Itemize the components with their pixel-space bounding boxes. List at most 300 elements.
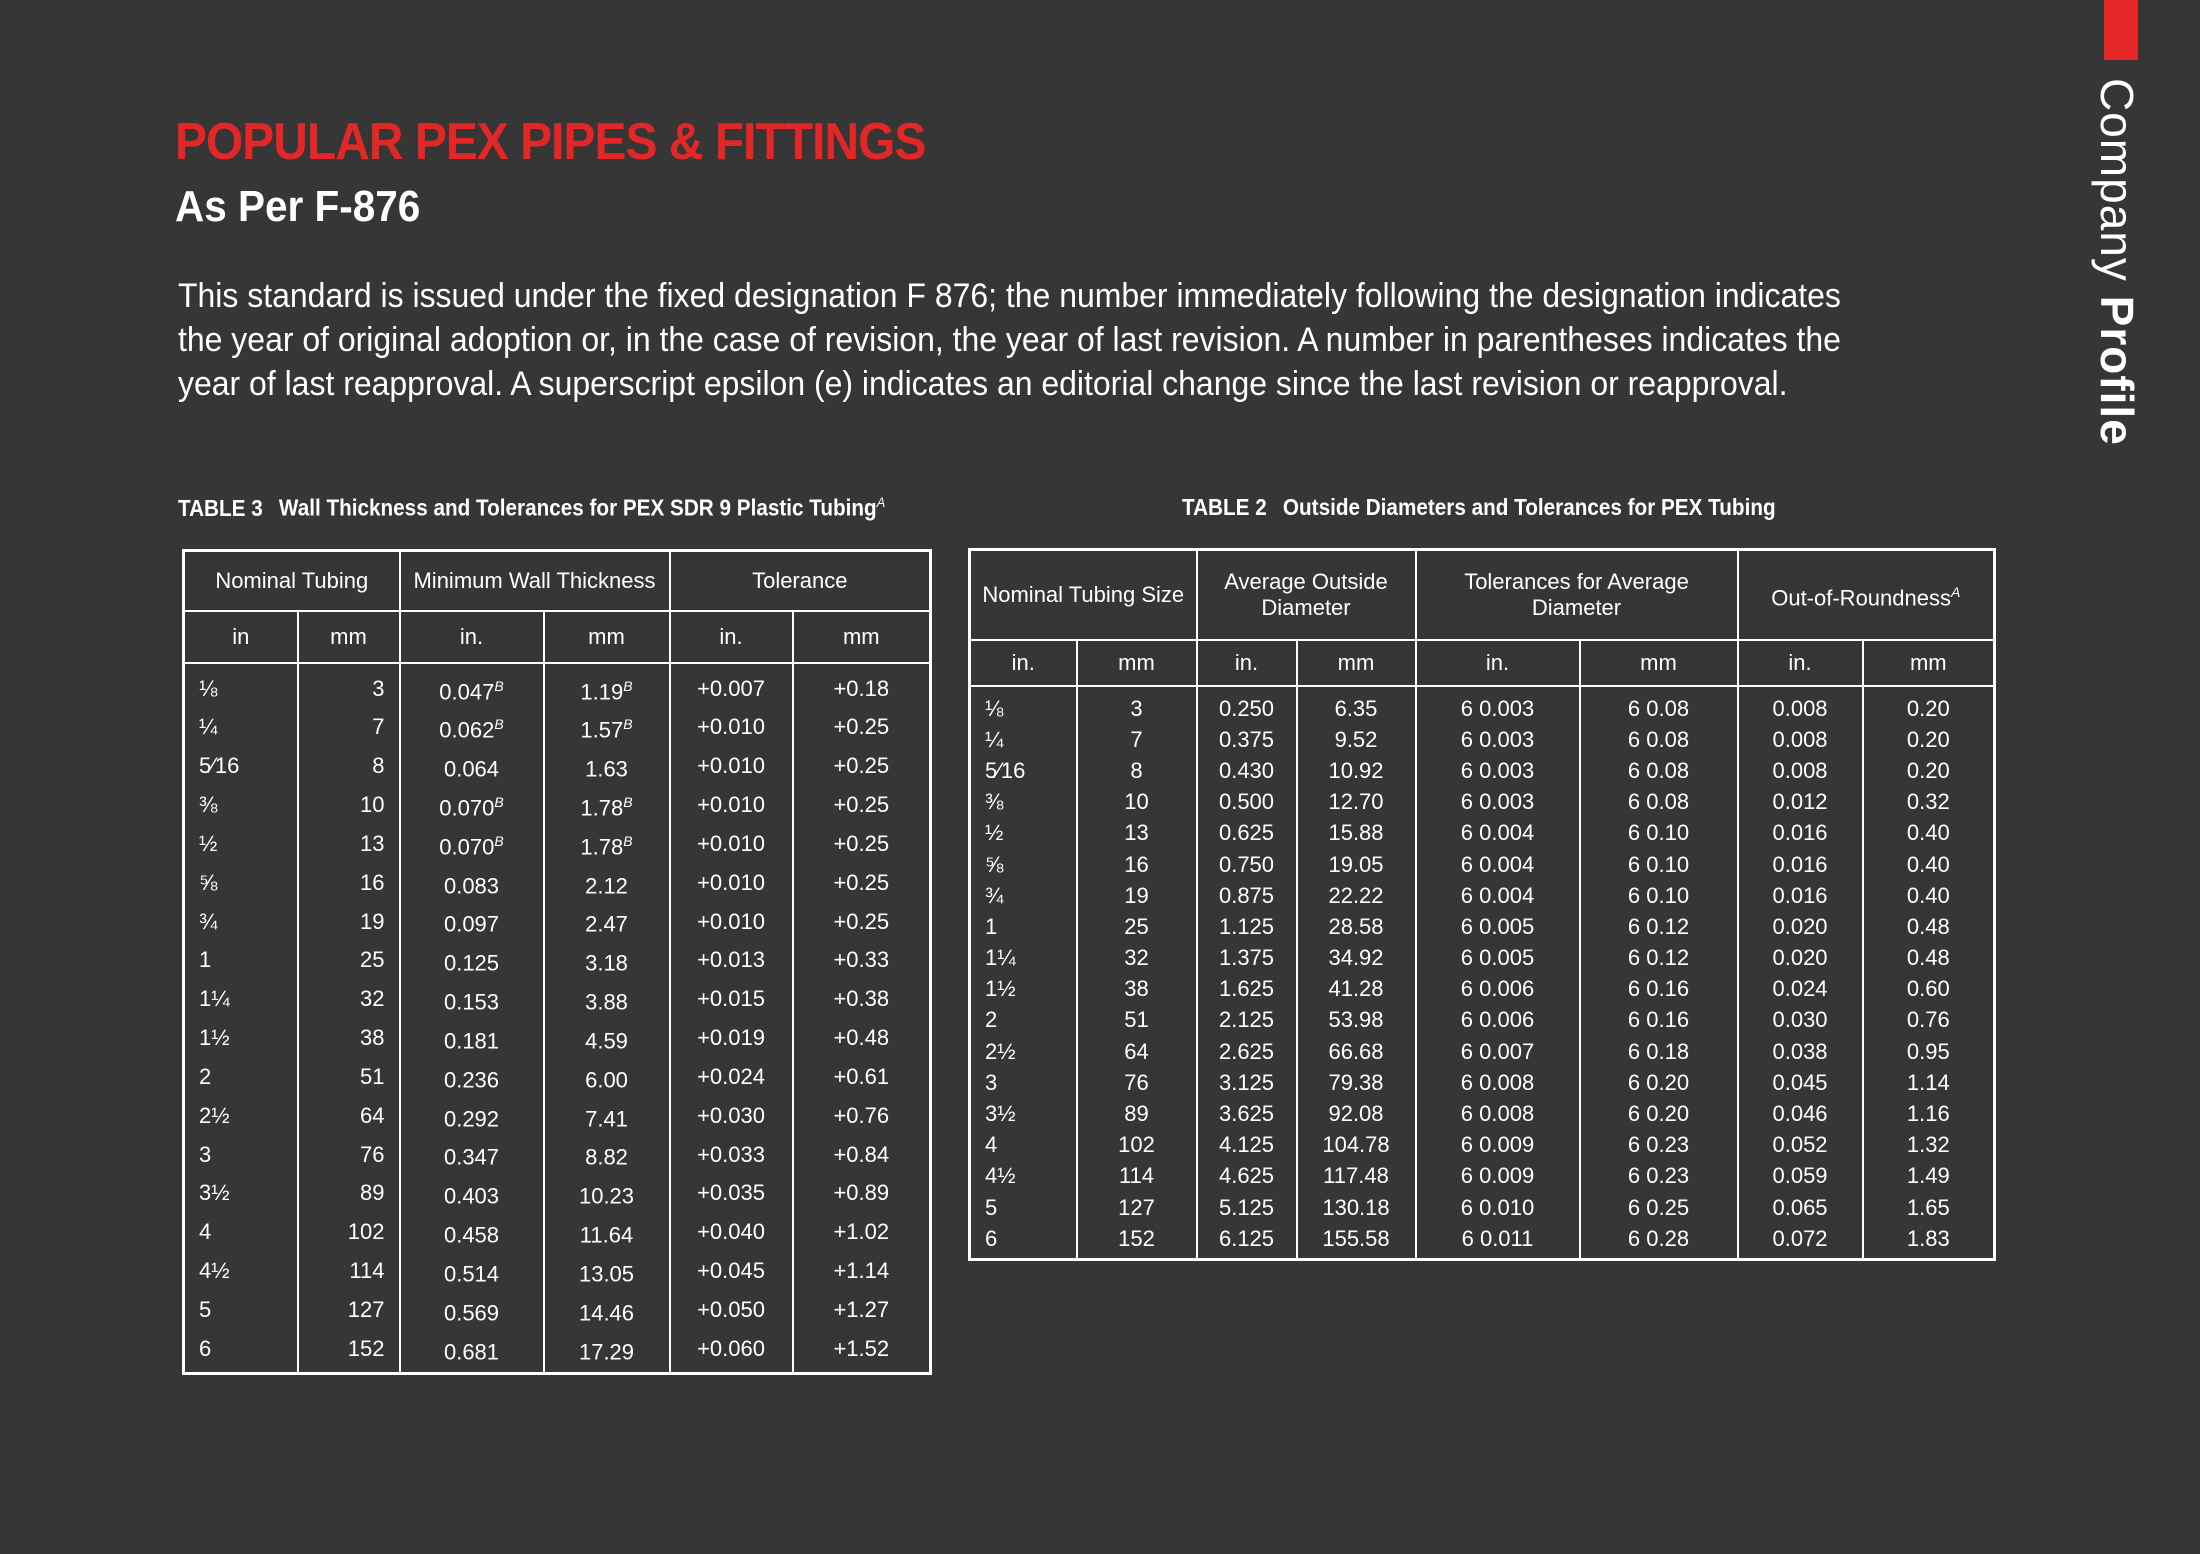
table-cell xyxy=(400,902,544,941)
cell-value: 6.00 xyxy=(585,1067,628,1093)
table-cell xyxy=(1416,1192,1580,1223)
table2-header-nominal: Nominal Tubing Size xyxy=(970,550,1197,640)
table-cell xyxy=(670,1291,793,1330)
cell-value: 0.430 xyxy=(1218,757,1275,783)
cell-value: 0.016 xyxy=(1772,820,1828,846)
table-cell xyxy=(184,864,298,903)
table-cell xyxy=(298,941,400,980)
table-cell xyxy=(1863,1223,1995,1260)
cell-value: 76 xyxy=(1124,1069,1149,1095)
table-cell xyxy=(298,1135,400,1174)
cell-value: 2.625 xyxy=(1218,1038,1275,1064)
table-cell xyxy=(184,1097,298,1136)
table-cell xyxy=(1863,880,1995,911)
table-cell xyxy=(184,941,298,980)
cell-value: 6 0.10 xyxy=(1627,820,1690,846)
cell-value: 155.58 xyxy=(1322,1225,1390,1251)
table-cell xyxy=(970,1160,1077,1191)
table-cell xyxy=(970,848,1077,879)
table-row xyxy=(184,1019,931,1058)
table-cell xyxy=(1197,1129,1297,1160)
table-cell xyxy=(184,1330,298,1374)
cell-value: 0.097 xyxy=(443,911,500,937)
cell-value: ¾ xyxy=(985,882,1004,908)
table-cell xyxy=(670,980,793,1019)
table-cell xyxy=(298,902,400,941)
table-cell xyxy=(1738,755,1863,786)
table-cell xyxy=(1297,755,1416,786)
cell-value: 7 xyxy=(1130,726,1143,752)
table-cell xyxy=(1077,686,1197,724)
table-row xyxy=(184,1174,931,1213)
cell-value: 0.046 xyxy=(1772,1101,1828,1126)
table-cell xyxy=(970,786,1077,817)
table-cell xyxy=(1863,786,1995,817)
table3-caption xyxy=(178,494,885,522)
cell-value: ¼ xyxy=(985,726,1004,752)
cell-value: 34.92 xyxy=(1328,945,1384,971)
table-cell xyxy=(544,1213,670,1252)
table-cell xyxy=(793,747,931,786)
cell-value: 9.52 xyxy=(1334,726,1378,752)
cell-value: 0.347 xyxy=(443,1144,500,1170)
cell-value: 6 xyxy=(985,1225,998,1251)
table-cell xyxy=(1297,1036,1416,1067)
table-cell xyxy=(1738,1067,1863,1098)
cell-value: 6 0.12 xyxy=(1627,945,1690,971)
cell-value: +0.25 xyxy=(833,830,890,856)
table-cell xyxy=(1297,942,1416,973)
table-cell xyxy=(1297,880,1416,911)
cell-value: 0.153 xyxy=(443,989,500,1015)
table-row xyxy=(184,864,931,903)
cell-value: 4 xyxy=(985,1132,998,1158)
cell-value: 0.062 xyxy=(439,717,495,743)
cell-value: 0.500 xyxy=(1218,789,1275,815)
table-cell xyxy=(970,724,1077,755)
table-cell xyxy=(184,708,298,747)
table3-caption-text: Wall Thickness and Tolerances for PEX SDR 9 Plastic Tubing xyxy=(278,494,877,521)
table-cell xyxy=(1738,1192,1863,1223)
table-cell xyxy=(670,902,793,941)
table2-subheader: in. xyxy=(1197,640,1297,686)
table-row xyxy=(970,848,1995,879)
cell-value: 10 xyxy=(1124,789,1149,815)
table-cell xyxy=(544,1019,670,1058)
cell-value: 14.46 xyxy=(578,1300,635,1326)
table-cell xyxy=(1738,1098,1863,1129)
table-cell xyxy=(400,1330,544,1374)
cell-value: 89 xyxy=(1124,1101,1149,1126)
table-cell xyxy=(1297,973,1416,1004)
table-cell xyxy=(400,1058,544,1097)
table-cell xyxy=(670,941,793,980)
table-cell xyxy=(400,1097,544,1136)
table-cell xyxy=(544,747,670,786)
cell-value: +0.38 xyxy=(833,986,890,1012)
table-cell xyxy=(298,1213,400,1252)
cell-value: +0.76 xyxy=(833,1102,890,1128)
table-cell xyxy=(1863,1004,1995,1035)
table-row xyxy=(970,911,1995,942)
cell-value: 13 xyxy=(360,830,385,856)
cell-value: 13.05 xyxy=(578,1261,635,1287)
cell-value: 19 xyxy=(360,908,385,934)
cell-value: 0.514 xyxy=(443,1261,500,1287)
table3-subheader: in. xyxy=(670,611,793,663)
table-cell xyxy=(400,786,544,825)
table-cell xyxy=(1297,1160,1416,1191)
table-row xyxy=(970,1067,1995,1098)
cell-value: 1.78 xyxy=(580,795,624,821)
cell-value: 4½ xyxy=(199,1258,230,1284)
accent-tab xyxy=(2104,0,2138,60)
cell-value: 2.12 xyxy=(585,872,628,898)
cell-value: 0.76 xyxy=(1906,1007,1950,1033)
table-cell xyxy=(1863,1192,1995,1223)
cell-value: 5 xyxy=(199,1296,212,1322)
cell-value: +0.033 xyxy=(697,1141,765,1167)
cell-value: 0.569 xyxy=(443,1300,500,1326)
cell-value: 0.070 xyxy=(439,795,495,821)
table-cell xyxy=(1077,1036,1197,1067)
table-cell xyxy=(1416,817,1580,848)
cell-value: 3.125 xyxy=(1218,1069,1275,1095)
table-cell xyxy=(1580,1036,1738,1067)
table-cell xyxy=(1863,1098,1995,1129)
table-cell xyxy=(1197,686,1297,724)
cell-value: 1.14 xyxy=(1906,1069,1950,1095)
cell-value: 3½ xyxy=(199,1180,230,1206)
cell-value: 3 xyxy=(199,1141,212,1167)
table2-caption-number: TABLE 2 xyxy=(1182,494,1267,520)
table3-caption-footnote: A xyxy=(876,494,886,510)
table-row xyxy=(184,902,931,941)
cell-value: 2½ xyxy=(199,1102,230,1128)
table-cell xyxy=(400,1213,544,1252)
table2-body xyxy=(970,686,1995,1260)
table-row xyxy=(970,1192,1995,1223)
table-row xyxy=(970,1160,1995,1191)
cell-value: 1.16 xyxy=(1906,1101,1950,1126)
table-cell xyxy=(1863,755,1995,786)
table-cell xyxy=(793,786,931,825)
cell-value: 6 0.10 xyxy=(1627,851,1690,877)
cell-value: 6 0.007 xyxy=(1460,1038,1535,1064)
cell-value: +0.25 xyxy=(833,792,890,818)
cell-value: 38 xyxy=(1124,976,1149,1002)
cell-value: +0.010 xyxy=(697,869,765,895)
cell-value: +0.18 xyxy=(833,675,890,701)
table-row xyxy=(970,1129,1995,1160)
cell-value: 6 0.12 xyxy=(1627,913,1690,939)
table-row xyxy=(970,1036,1995,1067)
table-cell xyxy=(670,1097,793,1136)
table-cell xyxy=(670,708,793,747)
table-cell xyxy=(544,786,670,825)
cell-value: 92.08 xyxy=(1328,1101,1384,1126)
cell-value: 3 xyxy=(1130,695,1143,721)
cell-value: 10 xyxy=(360,792,385,818)
cell-value: 0.20 xyxy=(1906,757,1950,783)
table-cell xyxy=(1197,911,1297,942)
cell-value: 64 xyxy=(1124,1038,1149,1064)
page-title: POPULAR PEX PIPES & FITTINGS xyxy=(175,113,926,171)
table-cell xyxy=(184,747,298,786)
cell-footnote: B xyxy=(623,677,633,694)
cell-value: +0.013 xyxy=(697,947,765,973)
table-cell xyxy=(670,1135,793,1174)
cell-value: 2 xyxy=(985,1007,998,1033)
cell-value: 38 xyxy=(360,1025,385,1051)
table-cell xyxy=(544,1330,670,1374)
table-cell xyxy=(544,1291,670,1330)
table-cell xyxy=(970,973,1077,1004)
table-cell xyxy=(184,1019,298,1058)
cell-value: 6 0.006 xyxy=(1460,976,1535,1002)
table-cell xyxy=(400,1174,544,1213)
table-cell xyxy=(1197,848,1297,879)
table-cell xyxy=(1416,880,1580,911)
table-cell xyxy=(1863,724,1995,755)
table-cell xyxy=(970,817,1077,848)
table-cell xyxy=(1863,848,1995,879)
table-cell xyxy=(544,825,670,864)
table-cell xyxy=(1580,1098,1738,1129)
table-cell xyxy=(298,1019,400,1058)
table-row xyxy=(970,817,1995,848)
cell-value: 89 xyxy=(360,1180,385,1206)
table-cell xyxy=(298,1291,400,1330)
cell-value: +0.89 xyxy=(833,1180,890,1206)
cell-value: 2½ xyxy=(985,1038,1016,1064)
cell-value: 6 0.009 xyxy=(1460,1132,1535,1158)
cell-value: 6 0.20 xyxy=(1627,1069,1690,1095)
cell-value: 1.375 xyxy=(1218,945,1275,971)
side-label-bold: Profile xyxy=(2091,295,2143,446)
table-cell xyxy=(793,1019,931,1058)
table-cell xyxy=(1580,724,1738,755)
table2-subheader: mm xyxy=(1863,640,1995,686)
table-cell xyxy=(1077,973,1197,1004)
table-cell xyxy=(1580,1129,1738,1160)
table-cell xyxy=(184,902,298,941)
table-cell xyxy=(970,686,1077,724)
table-cell xyxy=(1863,973,1995,1004)
table-cell xyxy=(670,1330,793,1374)
cell-value: 15.88 xyxy=(1328,820,1384,846)
cell-value: 3.625 xyxy=(1218,1101,1275,1126)
table-cell xyxy=(670,786,793,825)
table3-header-wall: Minimum Wall Thickness xyxy=(400,551,670,611)
cell-value: 53.98 xyxy=(1328,1007,1384,1033)
table-cell xyxy=(544,902,670,941)
cell-value: 102 xyxy=(1118,1132,1155,1158)
cell-value: 0.60 xyxy=(1906,976,1950,1002)
cell-value: 6 0.004 xyxy=(1460,882,1535,908)
table-row xyxy=(970,880,1995,911)
table-cell xyxy=(544,1174,670,1213)
cell-value: 0.024 xyxy=(1772,976,1828,1002)
cell-value: 0.047 xyxy=(439,678,495,704)
cell-value: 0.40 xyxy=(1906,851,1950,877)
table-cell xyxy=(184,1174,298,1213)
cell-value: 127 xyxy=(1118,1194,1155,1220)
table-cell xyxy=(1077,942,1197,973)
table2-outside-diameters xyxy=(968,548,1996,1261)
table-row xyxy=(184,1330,931,1374)
cell-value: 0.064 xyxy=(443,756,500,782)
cell-value: 64 xyxy=(360,1102,385,1128)
table3-header-nominal: Nominal Tubing xyxy=(184,551,400,611)
table-cell xyxy=(1297,1223,1416,1260)
table-cell xyxy=(400,1291,544,1330)
table-row xyxy=(970,1223,1995,1260)
table-cell xyxy=(1580,1223,1738,1260)
cell-value: 17.29 xyxy=(578,1338,635,1364)
table-cell xyxy=(1077,911,1197,942)
cell-value: 1¼ xyxy=(985,945,1016,971)
table-cell xyxy=(298,1097,400,1136)
table-cell xyxy=(400,1135,544,1174)
cell-value: 6 0.16 xyxy=(1627,976,1690,1002)
cell-footnote: B xyxy=(494,793,504,810)
table-cell xyxy=(1197,1223,1297,1260)
cell-value: 7.41 xyxy=(585,1105,628,1131)
cell-value: 11.64 xyxy=(579,1222,634,1248)
cell-value: 0.95 xyxy=(1906,1038,1950,1064)
cell-value: 3 xyxy=(372,675,385,701)
table-cell xyxy=(400,980,544,1019)
table-cell xyxy=(670,1019,793,1058)
cell-value: 8 xyxy=(1130,757,1143,783)
table-cell xyxy=(184,980,298,1019)
cell-value: 0.030 xyxy=(1772,1007,1828,1033)
cell-value: 0.625 xyxy=(1218,820,1275,846)
table-cell xyxy=(1077,880,1197,911)
cell-value: +0.010 xyxy=(697,792,765,818)
cell-value: 1.125 xyxy=(1218,913,1275,939)
cell-value: +0.010 xyxy=(697,753,765,779)
table-cell xyxy=(184,786,298,825)
table-cell xyxy=(670,747,793,786)
table-cell xyxy=(970,1223,1077,1260)
cell-value: 0.052 xyxy=(1772,1132,1828,1158)
table-cell xyxy=(1580,1004,1738,1035)
table-cell xyxy=(1863,1160,1995,1191)
table-cell xyxy=(1197,724,1297,755)
cell-value: +0.040 xyxy=(697,1219,765,1245)
table-cell xyxy=(400,864,544,903)
table-cell xyxy=(1297,786,1416,817)
table-cell xyxy=(670,864,793,903)
cell-value: 4½ xyxy=(985,1163,1016,1189)
table-cell xyxy=(544,1058,670,1097)
cell-value: 6.35 xyxy=(1334,695,1378,721)
cell-value: 1.83 xyxy=(1906,1225,1950,1251)
cell-value: 6 0.006 xyxy=(1460,1007,1535,1033)
table2-subheader: in. xyxy=(970,640,1077,686)
table2-subheader: mm xyxy=(1077,640,1197,686)
table-row xyxy=(970,755,1995,786)
cell-value: 51 xyxy=(360,1063,385,1089)
table-cell xyxy=(298,1058,400,1097)
table2-subheader: mm xyxy=(1580,640,1738,686)
table-cell xyxy=(1077,848,1197,879)
cell-value: 6 0.011 xyxy=(1461,1225,1534,1251)
cell-footnote: B xyxy=(623,793,633,810)
table-cell xyxy=(1197,755,1297,786)
table-row xyxy=(970,686,1995,724)
cell-value: 5 xyxy=(985,1194,998,1220)
cell-value: 0.020 xyxy=(1772,913,1828,939)
cell-value: 6 0.008 xyxy=(1460,1069,1535,1095)
table-row xyxy=(184,825,931,864)
cell-value: +1.02 xyxy=(833,1219,890,1245)
table-cell xyxy=(400,825,544,864)
table2-subheader: mm xyxy=(1297,640,1416,686)
cell-value: 102 xyxy=(347,1219,385,1245)
table-cell xyxy=(400,1019,544,1058)
table-cell xyxy=(1863,942,1995,973)
table-cell xyxy=(1416,1004,1580,1035)
table3-body xyxy=(184,663,931,1374)
cell-value: 114 xyxy=(1118,1163,1155,1189)
table-cell xyxy=(793,902,931,941)
table3-subheader: in. xyxy=(400,611,544,663)
table-cell xyxy=(544,980,670,1019)
table-cell xyxy=(1738,1129,1863,1160)
cell-value: 4 xyxy=(199,1219,212,1245)
table-cell xyxy=(184,1252,298,1291)
table-cell xyxy=(1416,686,1580,724)
cell-value: 6 0.008 xyxy=(1460,1101,1535,1126)
cell-value: 12.70 xyxy=(1328,789,1384,815)
table-cell xyxy=(1416,724,1580,755)
cell-value: 1¼ xyxy=(199,986,230,1012)
cell-value: 6 0.23 xyxy=(1627,1163,1690,1189)
table-cell xyxy=(1197,786,1297,817)
table-cell xyxy=(1863,1129,1995,1160)
cell-value: +0.035 xyxy=(697,1180,765,1206)
table-cell xyxy=(1297,724,1416,755)
cell-value: 6 0.003 xyxy=(1460,757,1535,783)
cell-value: 6 0.08 xyxy=(1627,757,1690,783)
table-row xyxy=(184,1213,931,1252)
cell-value: +0.007 xyxy=(697,675,765,701)
table-cell xyxy=(793,708,931,747)
table-cell xyxy=(184,825,298,864)
cell-value: 25 xyxy=(360,947,385,973)
cell-footnote: B xyxy=(494,832,504,849)
table-cell xyxy=(298,786,400,825)
table-cell xyxy=(793,1291,931,1330)
table-cell xyxy=(184,1291,298,1330)
table-cell xyxy=(1197,817,1297,848)
table-cell xyxy=(970,1129,1077,1160)
table-cell xyxy=(670,663,793,709)
table-cell xyxy=(298,663,400,709)
table2-subheader: in. xyxy=(1738,640,1863,686)
table-cell xyxy=(1197,942,1297,973)
table-cell xyxy=(970,1004,1077,1035)
cell-value: 4.125 xyxy=(1218,1132,1275,1158)
cell-value: 104.78 xyxy=(1322,1132,1390,1158)
table-cell xyxy=(298,864,400,903)
table-cell xyxy=(1077,755,1197,786)
cell-value: 127 xyxy=(347,1296,385,1322)
table-cell xyxy=(1738,880,1863,911)
